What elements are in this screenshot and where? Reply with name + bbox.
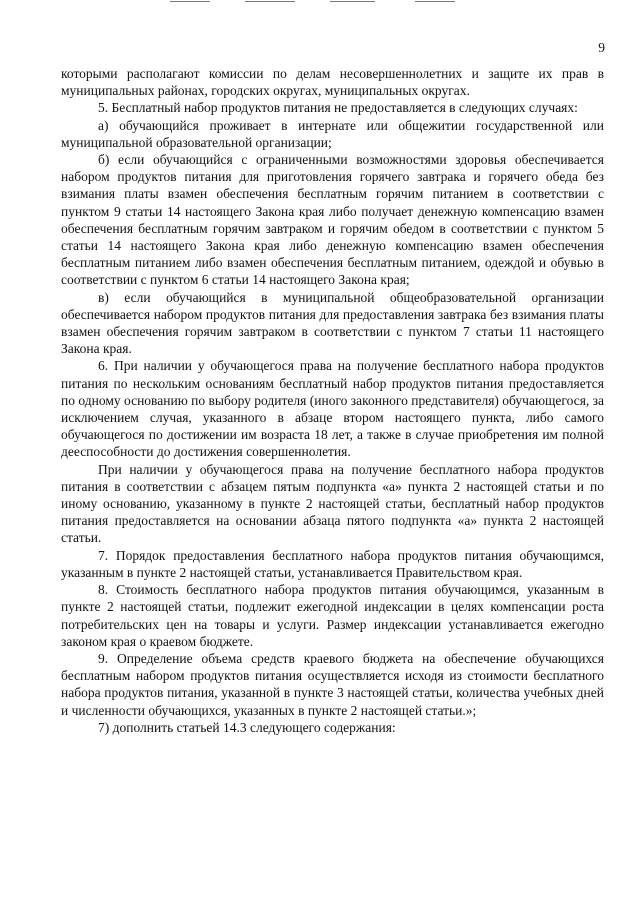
paragraph-continuation: которыми располагают комиссии по делам несовершеннолетних и защите их прав в муниципальных районах, городских округах, муниципальных округах. — [61, 66, 604, 99]
paragraph-subitem-a: а) обучающийся проживает в интернате или общежитии государственной или муниципальной образовательной организации; — [61, 117, 604, 150]
paragraph-amendment-7: 7) дополнить статьей 14.3 следующего содержания: — [98, 719, 396, 735]
paragraph-subitem-v: в) если обучающийся в муниципальной общеобразовательной организации обеспечивается набором продуктов питания для предоставления завтрака без взимания платы взамен обеспечения горячим завтраком в соответствии с пунктом 7 статьи 11 настоящего Закона края. — [61, 289, 604, 357]
paragraph-item-6: 6. При наличии у обучающегося права на получение бесплатного набора продуктов питания по нескольким основаниям бесплатный набор продуктов питания предоставляется по одному основанию по выбору родителя (иного законного представителя) обучающегося, за исключением случая, указанного в абзаце втором настоящего пункта, либо самого обучающегося по достижении им возраста 18 лет, а также в случае приобретения им полной дееспособности до достижения совершеннолетия. — [61, 358, 604, 460]
paragraph-subitem-b: б) если обучающийся с ограниченными возможностями здоровья обеспечивается набором продуктов питания для приготовления горячего завтрака и горячего обеда без взимания платы взамен обеспечения бесплатным горячим питанием в соответствии с пунктом 9 статьи 14 настоящего Закона края либо получает денежную компенсацию взамен обеспечения бесплатным горячим завтраком и горячим обедом в соответствии с пунктом 5 статьи 14 настоящего Закона края либо денежную компенсацию взамен обеспечения бесплатным питанием либо взамен обеспечения бесплатным питанием, одеждой и обувью в соответствии с пунктом 6 статьи 14 настоящего Закона края; — [61, 152, 604, 288]
paragraph-item-9: 9. Определение объема средств краевого бюджета на обеспечение обучающихся бесплатным набором продуктов питания осуществляется исходя из стоимости бесплатного набора продуктов питания, указанной в пункте 3 настоящей статьи, количества учебных дней и численности обучающихся, указанных в пункте 2 настоящей статьи.»; — [61, 650, 604, 718]
paragraph-item-5: 5. Бесплатный набор продуктов питания не предоставляется в следующих случаях: — [98, 100, 578, 116]
scan-top-marks — [0, 0, 637, 6]
paragraph-item-6-part-2: При наличии у обучающегося права на получение бесплатного набора продуктов питания в соответствии с абзацем пятым подпункта «а» пункта 2 настоящей статьи и по иному основанию, указанному в пункте 2 настоящей статьи, бесплатный набор продуктов питания предоставляется на основании абзаца пятого подпункта «а» пункта 2 настоящей статьи. — [61, 461, 604, 546]
paragraph-item-8: 8. Стоимость бесплатного набора продуктов питания обучающимся, указанным в пункте 2 настоящей статьи, подлежит ежегодной индексации в целях компенсации роста потребительских цен на товары и услуги. Размер индексации устанавливается ежегодно законом края о краевом бюджете. — [61, 582, 604, 649]
page-number: 9 — [598, 40, 605, 55]
paragraph-item-7: 7. Порядок предоставления бесплатного набора продуктов питания обучающимся, указанным в пункте 2 настоящей статьи, устанавливается Правительством края. — [61, 547, 604, 580]
document-body — [61, 65, 604, 736]
